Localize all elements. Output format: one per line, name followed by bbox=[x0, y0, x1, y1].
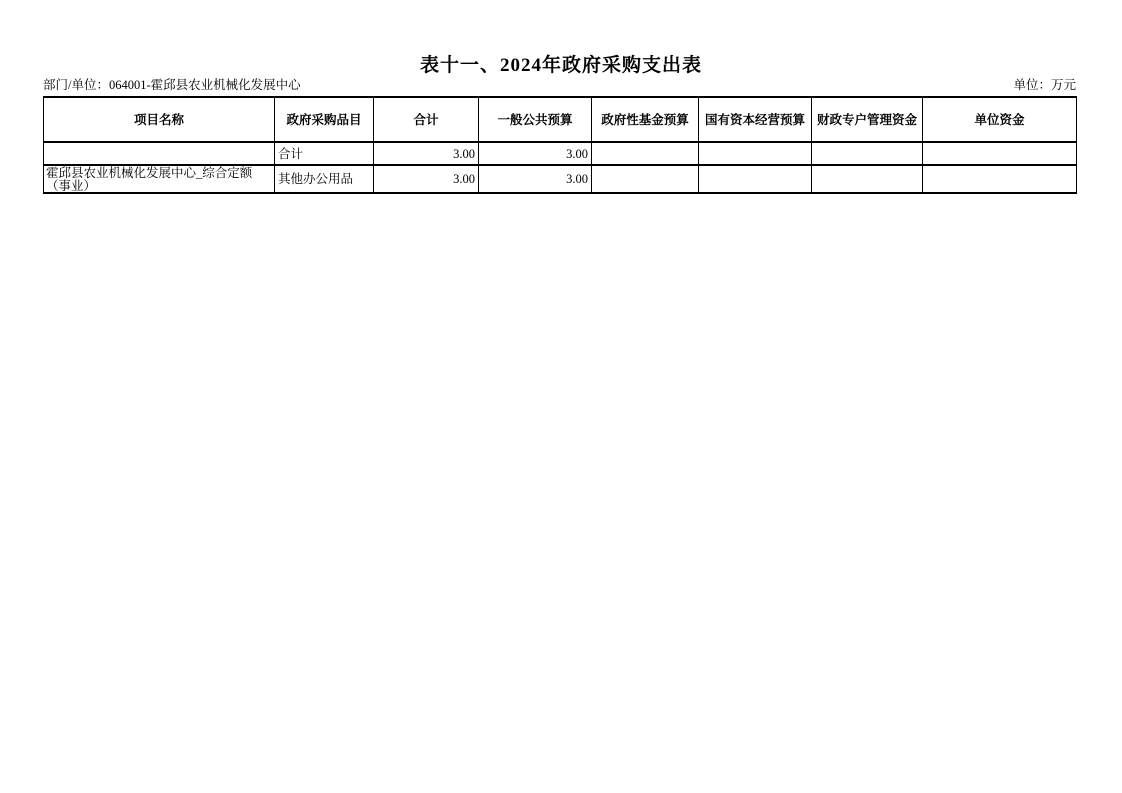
col-header-fiscal-special-account-funds: 财政专户管理资金 bbox=[812, 97, 923, 142]
cell-total: 3.00 bbox=[374, 142, 479, 165]
meta-currency-unit: 单位：万元 bbox=[1013, 78, 1076, 92]
cell-fiscal-special-account-funds bbox=[812, 165, 923, 193]
cell-fiscal-special-account-funds bbox=[812, 142, 923, 165]
cell-general-public-budget: 3.00 bbox=[479, 165, 592, 193]
col-header-gov-fund-budget: 政府性基金预算 bbox=[592, 97, 699, 142]
cell-procurement-item: 合计 bbox=[275, 142, 374, 165]
col-header-general-public-budget: 一般公共预算 bbox=[479, 97, 592, 142]
cell-gov-fund-budget bbox=[592, 142, 699, 165]
cell-unit-funds bbox=[923, 142, 1077, 165]
cell-state-capital-budget bbox=[699, 142, 812, 165]
table-row-total bbox=[44, 142, 1077, 165]
meta-line bbox=[43, 78, 1076, 93]
cell-state-capital-budget bbox=[699, 165, 812, 193]
table-row-detail bbox=[44, 165, 1077, 193]
cell-unit-funds bbox=[923, 165, 1077, 193]
col-header-project-name: 项目名称 bbox=[44, 97, 275, 142]
cell-project-name bbox=[44, 165, 275, 193]
cell-total: 3.00 bbox=[374, 165, 479, 193]
meta-department-unit: 部门/单位：064001-霍邱县农业机械化发展中心 bbox=[43, 78, 301, 92]
table-header-row bbox=[44, 97, 1077, 142]
col-header-state-capital-budget: 国有资本经营预算 bbox=[699, 97, 812, 142]
col-header-unit-funds: 单位资金 bbox=[923, 97, 1077, 142]
project-name-text: 霍邱县农业机械化发展中心_综合定额（事业） bbox=[46, 166, 253, 192]
procurement-expenditure-table bbox=[43, 96, 1077, 194]
cell-procurement-item: 其他办公用品 bbox=[275, 165, 374, 193]
cell-project-name bbox=[44, 142, 275, 165]
col-header-procurement-item: 政府采购品目 bbox=[275, 97, 374, 142]
page-title: 表十一、2024年政府采购支出表 bbox=[419, 55, 702, 76]
cell-general-public-budget: 3.00 bbox=[479, 142, 592, 165]
col-header-total: 合计 bbox=[374, 97, 479, 142]
cell-gov-fund-budget bbox=[592, 165, 699, 193]
